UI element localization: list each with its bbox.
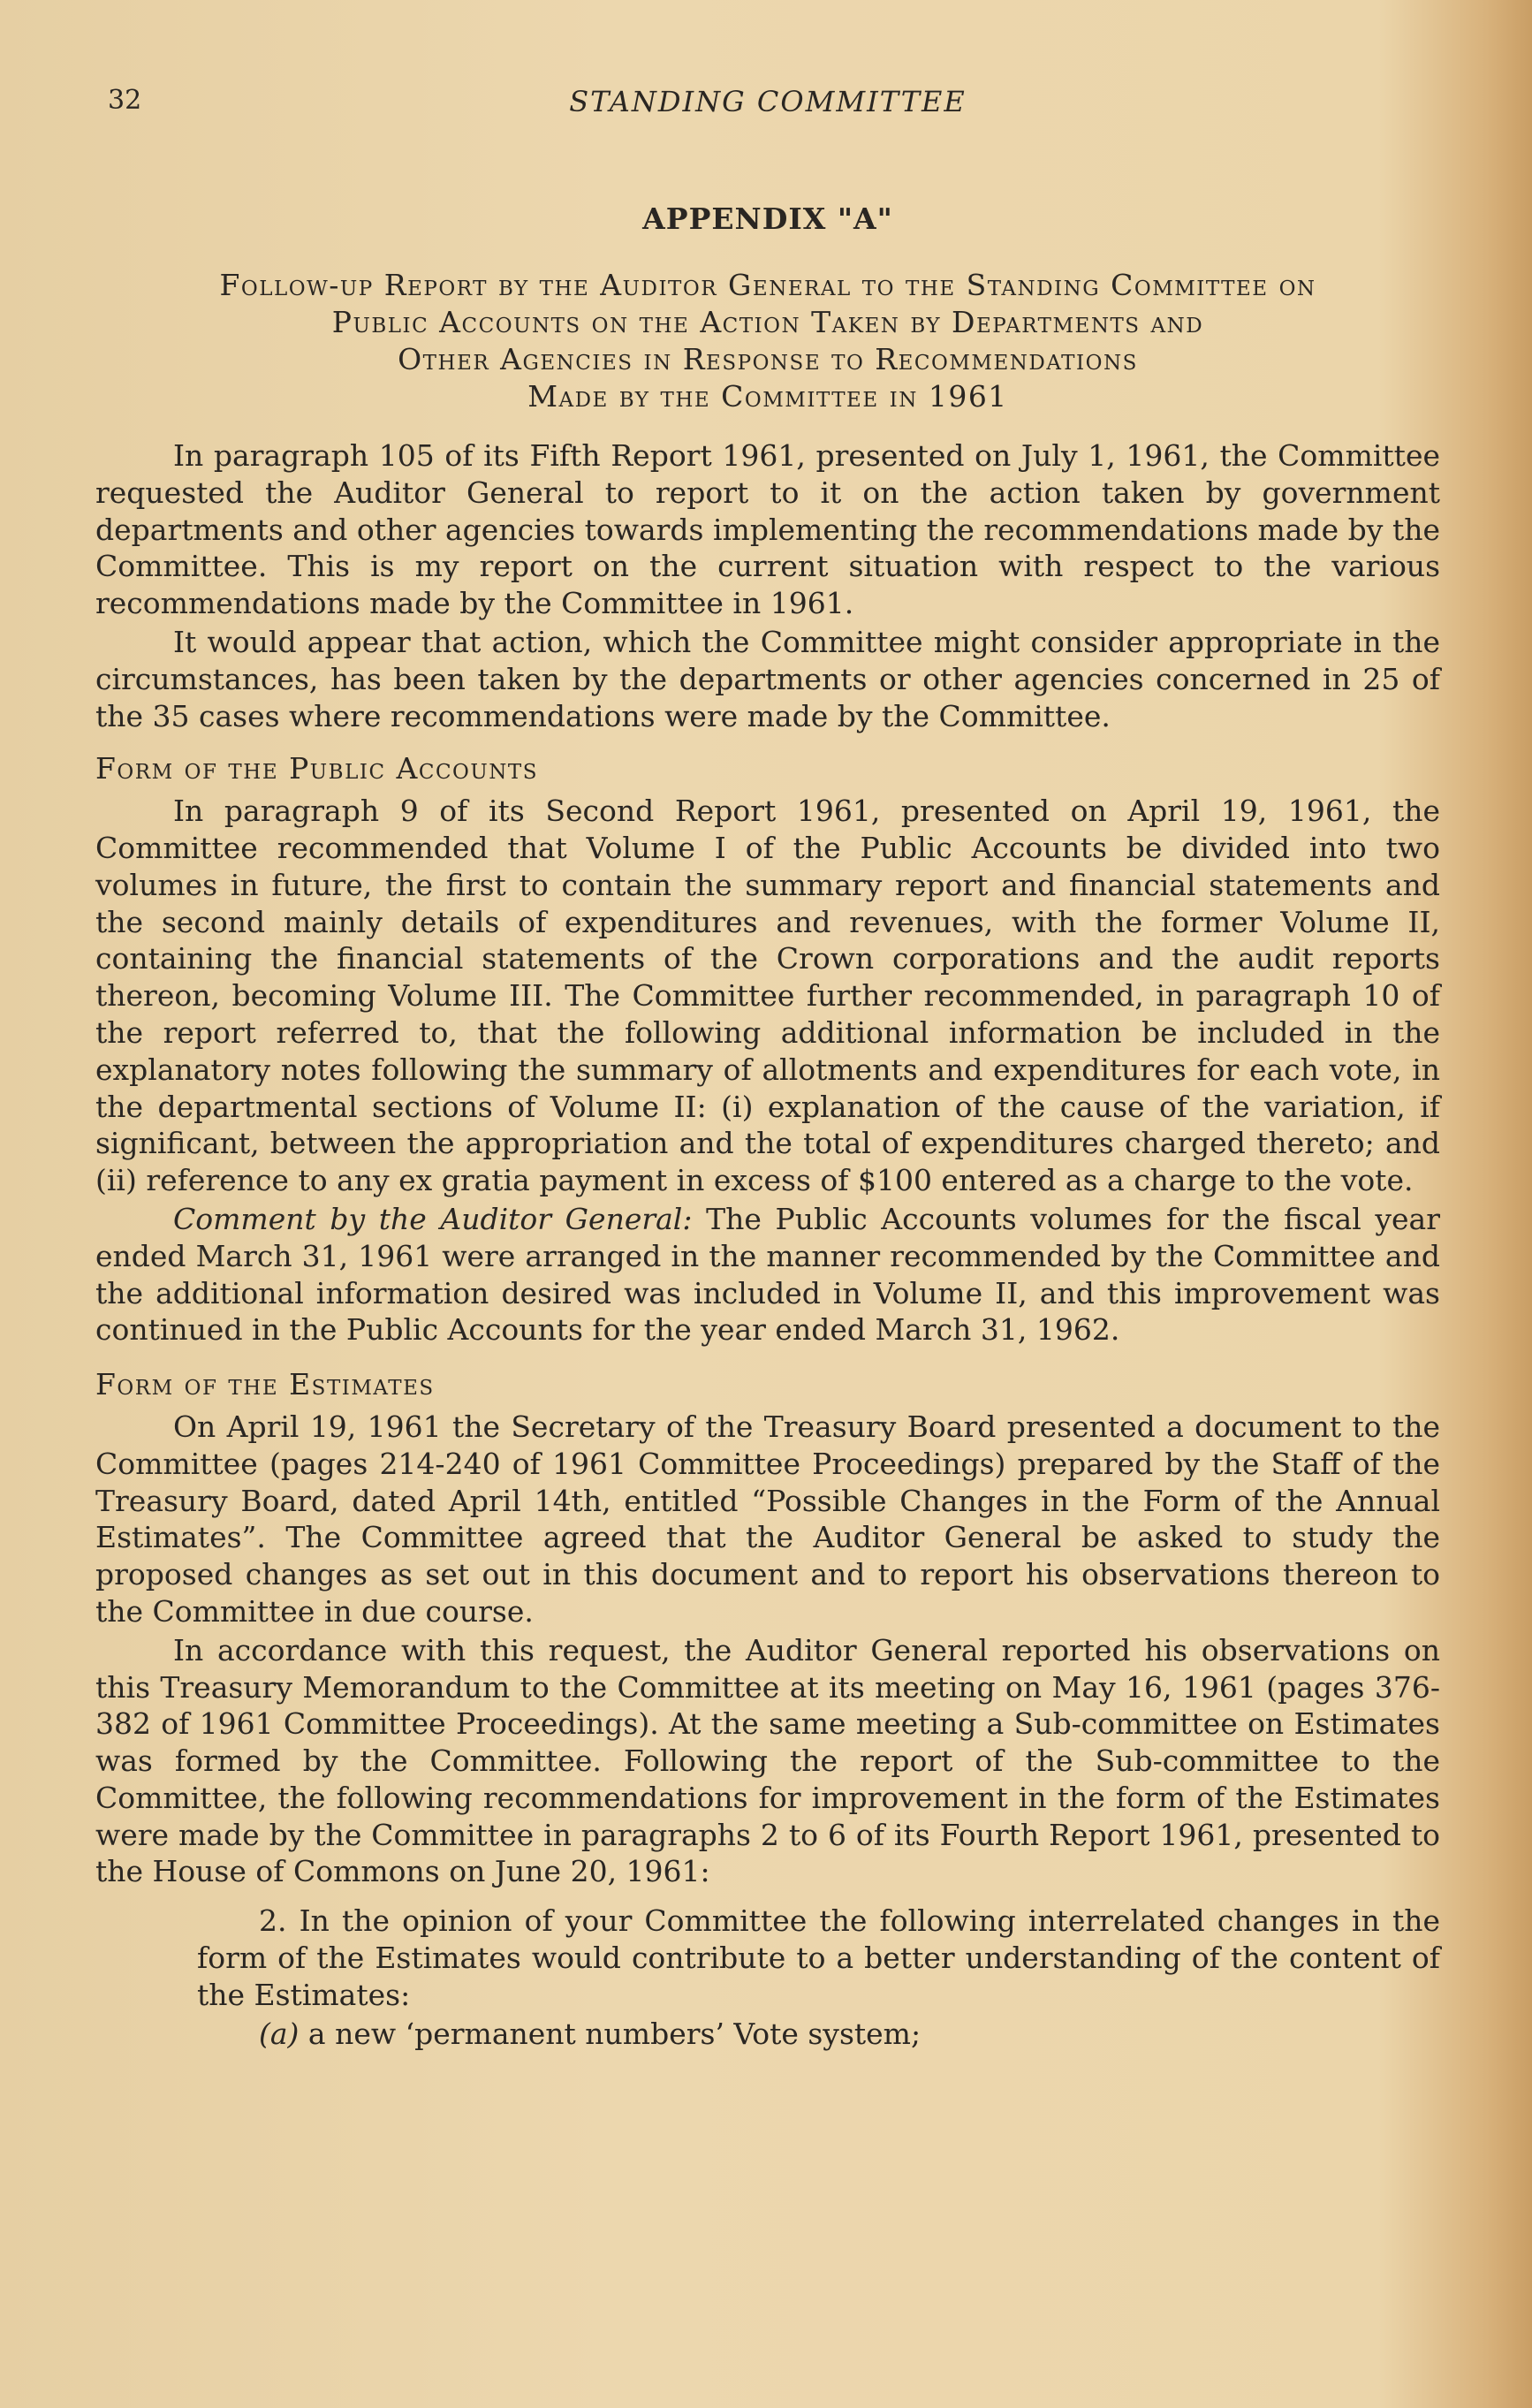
page-header: [95, 85, 1440, 129]
title-line: Made by the Committee in 1961: [527, 379, 1008, 414]
report-body: [95, 437, 1440, 2052]
item-marker: (a): [259, 2016, 300, 2051]
item-text: a new ‘permanent numbers’ Vote system;: [299, 2016, 921, 2051]
intro-paragraph: In paragraph 105 of its Fifth Report 1961, presented on July 1, 1961, the Committee requested the Auditor General to report to it on the action taken by government departments and other agencies towards implementing the recommendations made by the Committee. This is my report on the current situation with respect to the various recommendations made by the Committee in 1961.: [95, 438, 1440, 621]
estimates-paragraph: On April 19, 1961 the Secretary of the Treasury Board presented a document to the Committee (pages 214-240 of 1961 Committee Proceedings) prepared by the Staff of the Treasury Board, dated April 14th, entitled “Possible Changes in the Form of the Annual Estimates”. The Committee agreed that the Auditor General be asked to study the proposed changes as set out in this document and to report his observations thereon to the Committee in due course.: [95, 1409, 1440, 1629]
estimates-paragraph: In accordance with this request, the Auditor General reported his observations on this Treasury Memorandum to the Committee at its meeting on May 16, 1961 (pages 376-382 of 1961 Committee Proceedings). At the same meeting a Sub-committee on Estimates was formed by the Committee. Following the report of the Sub-committee to the Committee, the following recommendations for improvement in the form of the Estimates were made by the Committee in paragraphs 2 to 6 of its Fourth Report 1961, presented to the House of Commons on June 20, 1961:: [95, 1632, 1440, 1889]
report-title: [95, 267, 1440, 415]
comment-label: Comment by the Auditor General:: [173, 1201, 693, 1236]
quote-paragraph: 2. In the opinion of your Committee the following interrelated changes in the form of the Estimates would contribute to a better understanding of the content of the Estimates:: [197, 1903, 1440, 2012]
title-line: Public Accounts on the Action Taken by Departments and: [331, 305, 1204, 339]
title-line: Follow-up Report by the Auditor General to the Standing Committee on: [219, 268, 1316, 302]
running-title: STANDING COMMITTEE: [569, 85, 967, 118]
public-accounts-paragraph: In paragraph 9 of its Second Report 1961, presented on April 19, 1961, the Committee recommended that Volume I of the Public Accounts be divided into two volumes in future, the first to contain the summary report and financial statements and the second mainly details of expenditures and revenues, with the former Volume II, containing the financial statements of the Crown corporations and the audit reports thereon, becoming Volume III. The Committee further recommended, in paragraph 10 of the report referred to, that the following additional information be included in the explanatory notes following the summary of allotments and expenditures for each vote, in the departmental sections of Volume II: (i) explanation of the cause of the variation, if significant, between the appropriation and the total of expenditures charged thereto; and (ii) reference to any ex gratia payment in excess of $100 entered as a charge to the vote.: [95, 794, 1440, 1198]
auditor-comment: [95, 1201, 1440, 1348]
page-number: 32: [108, 85, 142, 116]
intro-paragraph: It would appear that action, which the Committee might consider appropriate in the circumstances, has been taken by the departments or other agencies concerned in 25 of the 35 cases where recommendations were made by the Committee.: [95, 624, 1440, 733]
appendix-heading: APPENDIX "A": [642, 201, 893, 236]
comment-text: The Public Accounts volumes for the fiscal year ended March 31, 1961 were arranged in the manner recommended by the Committee and the additional information desired was included in Volume II, and this improvement was continued in the Public Accounts for the year ended March 31, 1962.: [95, 1201, 1440, 1348]
title-line: Other Agencies in Response to Recommendations: [398, 342, 1138, 376]
quoted-recommendation: [95, 1903, 1440, 2052]
section-heading-estimates: Form of the Estimates: [95, 1367, 435, 1402]
quote-list-item: [197, 2016, 1440, 2053]
section-heading-public-accounts: Form of the Public Accounts: [95, 751, 539, 786]
